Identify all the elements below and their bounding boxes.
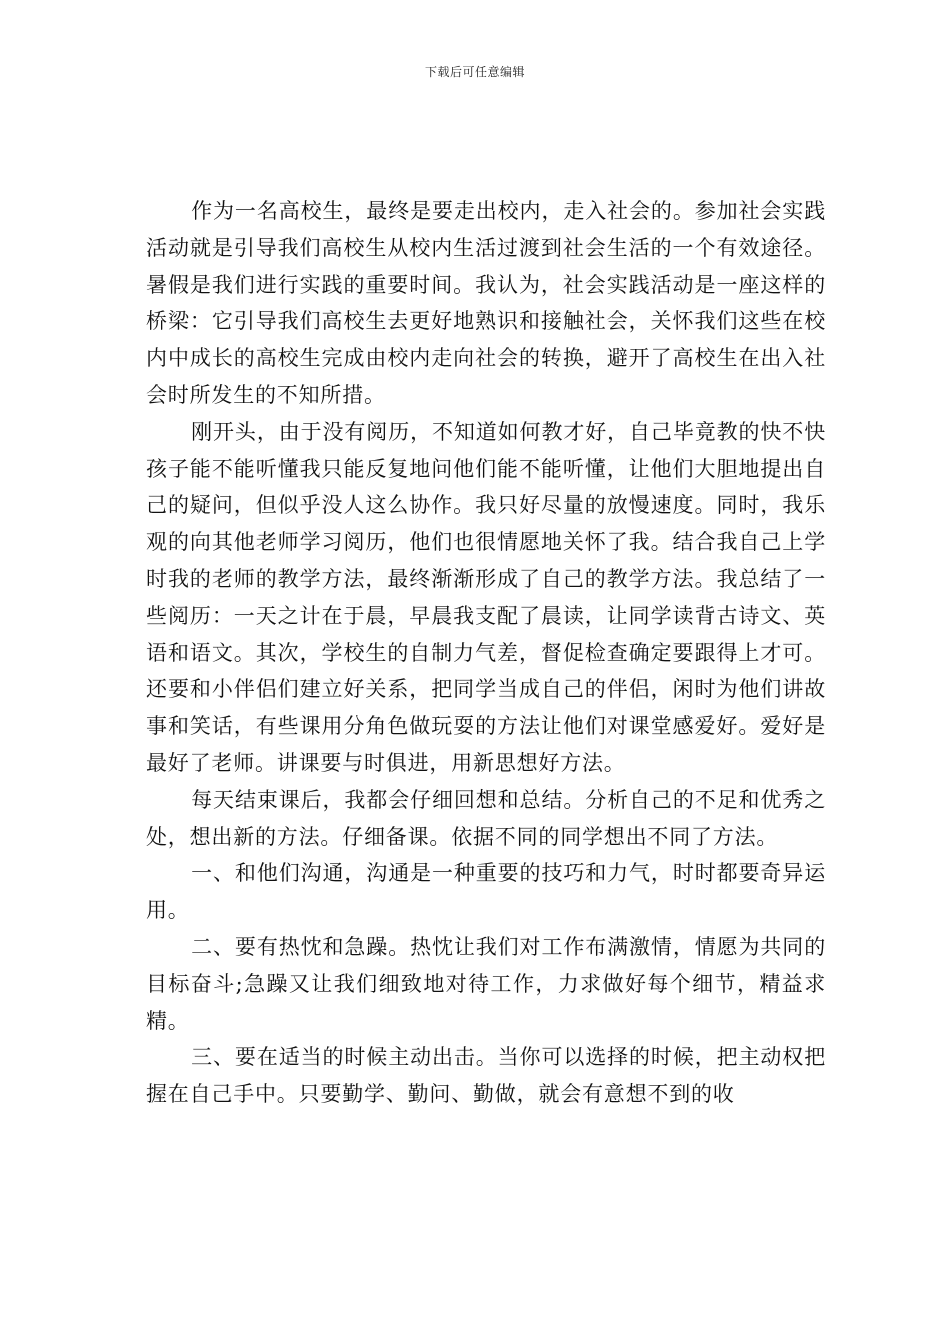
paragraph-6: 三、要在适当的时候主动出击。当你可以选择的时候，把主动权把握在自己手中。只要勤学、勤问、勤做，就会有意想不到的收 <box>146 1045 826 1107</box>
document-body <box>146 193 826 1113</box>
page-header: 下载后可任意编辑 <box>424 65 525 79</box>
paragraph-4: 一、和他们沟通，沟通是一种重要的技巧和力气，时时都要奇异运用。 <box>146 861 826 923</box>
paragraph-3: 每天结束课后，我都会仔细回想和总结。分析自己的不足和优秀之处，想出新的方法。仔细备课。依据不同的同学想出不同了方法。 <box>146 787 826 849</box>
paragraph-1: 作为一名高校生，最终是要走出校内，走入社会的。参加社会实践活动就是引导我们高校生从校内生活过渡到社会生活的一个有效途径。暑假是我们进行实践的重要时间。我认为，社会实践活动是一座这样的桥梁：它引导我们高校生去更好地熟识和接触社会，关怀我们这些在校内中成长的高校生完成由校内走向社会的转换，避开了高校生在出入社会时所发生的不知所措。 <box>146 199 826 407</box>
paragraph-5: 二、要有热忱和急躁。热忱让我们对工作布满激情，情愿为共同的目标奋斗;急躁又让我们细致地对待工作，力求做好每个细节，精益求精。 <box>146 934 826 1033</box>
paragraph-2: 刚开头，由于没有阅历，不知道如何教才好，自己毕竟教的快不快孩子能不能听懂我只能反复地问他们能不能听懂，让他们大胆地提出自己的疑问，但似乎没人这么协作。我只好尽量的放慢速度。同时，我乐观的向其他老师学习阅历，他们也很情愿地关怀了我。结合我自己上学时我的老师的教学方法，最终渐渐形成了自己的教学方法。我总结了一些阅历：一天之计在于晨，早晨我支配了晨读，让同学读背古诗文、英语和语文。其次，学校生的自制力气差，督促检查确定要跟得上才可。还要和小伴侣们建立好关系，把同学当成自己的伴侣，闲时为他们讲故事和笑话，有些课用分角色做玩耍的方法让他们对课堂感爱好。爱好是最好了老师。讲课要与时俱进，用新思想好方法。 <box>146 419 826 775</box>
